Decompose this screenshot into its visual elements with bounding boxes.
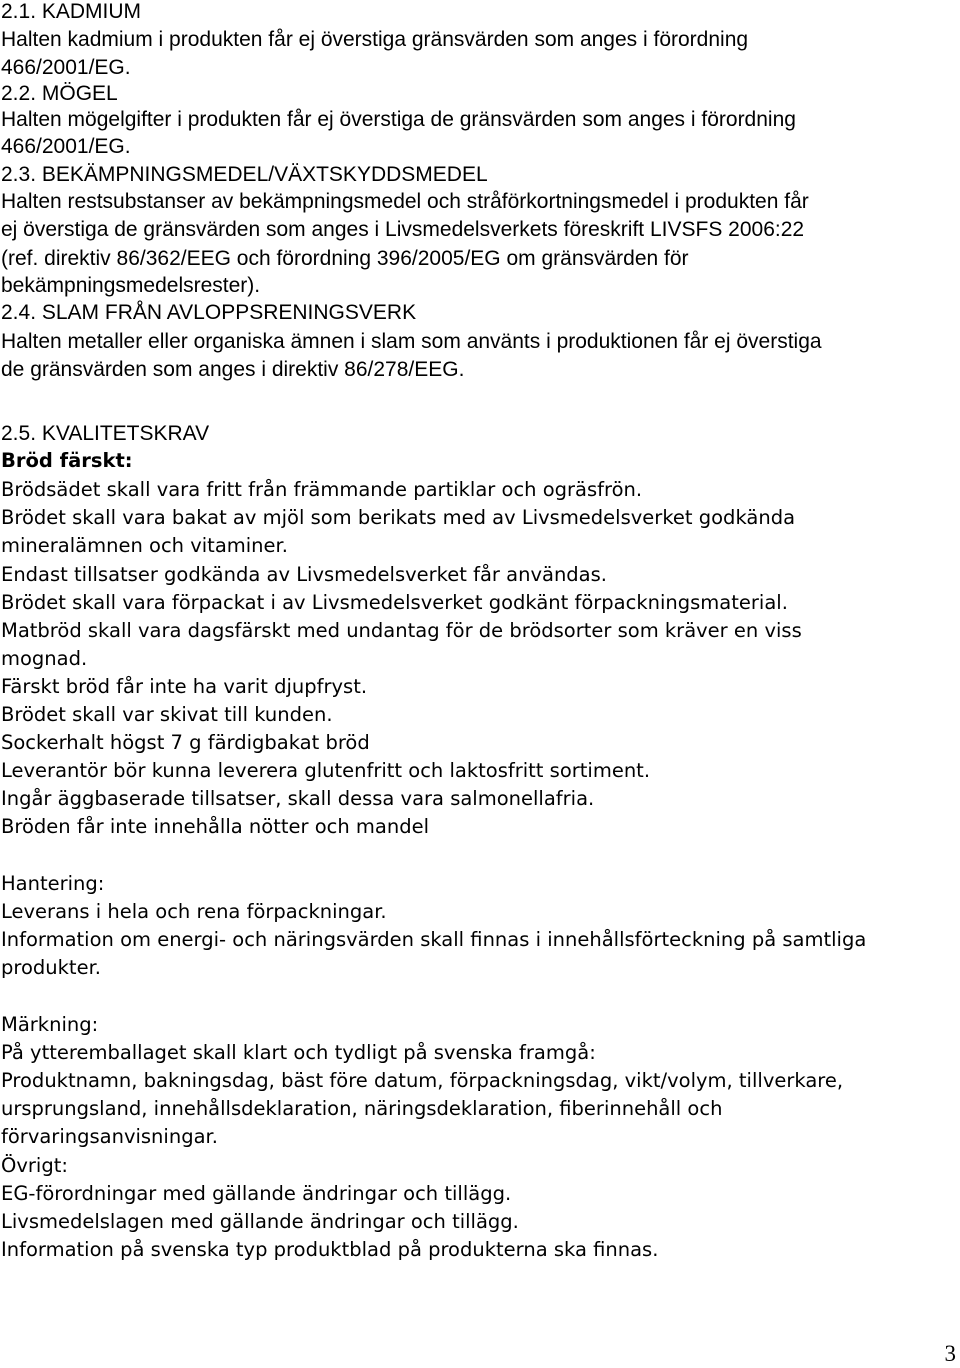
quality-text-line: Brödet skall vara förpackat i av Livsmedelsverket godkänt förpackningsmaterial. [1,591,788,614]
pesticides-text-line: bekämpningsmedelsrester). [1,274,261,297]
pesticides-text-line: (ref. direktiv 86/362/EEG och förordning 396/2005/EG om gränsvärden för [1,247,689,270]
quality-text-line: Brödet skall var skivat till kunden. [1,703,333,726]
pesticides-text-line: ej överstiga de gränsvärden som anges i Livsmedelsverkets föreskrift LIVSFS 2006:22 [1,218,805,241]
quality-text-line: Bröden får inte innehålla nötter och mandel [1,815,430,838]
labeling-text-line: Produktnamn, bakningsdag, bäst före datum, förpackningsdag, vikt/volym, tillverkare, [1,1069,844,1092]
quality-text-line: Ingår äggbaserade tillsatser, skall dessa vara salmonellafria. [1,787,595,810]
section-heading-quality: 2.5. KVALITETSKRAV [1,422,210,445]
section-heading-cadmium: 2.1. KADMIUM [1,0,142,23]
quality-text-line: Matbröd skall vara dagsfärskt med undantag för de brödsorter som kräver en viss [1,619,802,642]
quality-text-line: Leverantör bör kunna leverera glutenfritt och laktosfritt sortiment. [1,759,651,782]
labeling-label: Märkning: [1,1013,99,1036]
sludge-text-line: Halten metaller eller organiska ämnen i slam som använts i produktionen får ej överstiga [1,330,822,353]
labeling-text-line: ursprungsland, innehållsdeklaration, näringsdeklaration, fiberinnehåll och [1,1097,723,1120]
other-label: Övrigt: [1,1154,68,1177]
other-text-line: Information på svenska typ produktblad på produkterna ska finnas. [1,1238,659,1261]
section-heading-mold: 2.2. MÖGEL [1,82,118,105]
quality-text-line: Endast tillsatser godkända av Livsmedelsverket får användas. [1,563,607,586]
pesticides-text-line: Halten restsubstanser av bekämpningsmedel och stråförkortningsmedel i produkten får [1,190,809,213]
mold-text-line: Halten mögelgifter i produkten får ej överstiga de gränsvärden som anges i förordning [1,108,796,131]
cadmium-text-line: 466/2001/EG. [1,56,131,79]
section-heading-sludge: 2.4. SLAM FRÅN AVLOPPSRENINGSVERK [1,301,417,324]
labeling-text-line: förvaringsanvisningar. [1,1125,218,1148]
other-text-line: EG-förordningar med gällande ändringar och tillägg. [1,1182,512,1205]
quality-text-line: mineralämnen och vitaminer. [1,534,288,557]
quality-text-line: Färskt bröd får inte ha varit djupfryst. [1,675,368,698]
handling-text-line: Leverans i hela och rena förpackningar. [1,900,387,923]
quality-subheading: Bröd färskt: [1,449,133,472]
quality-text-line: Sockerhalt högst 7 g färdigbakat bröd [1,731,370,754]
section-heading-pesticides: 2.3. BEKÄMPNINGSMEDEL/VÄXTSKYDDSMEDEL [1,163,488,186]
quality-text-line: mognad. [1,647,88,670]
quality-text-line: Brödet skall vara bakat av mjöl som berikats med av Livsmedelsverket godkända [1,506,796,529]
handling-label: Hantering: [1,872,105,895]
handling-text-line: produkter. [1,956,101,979]
handling-text-line: Information om energi- och näringsvärden skall finnas i innehållsförteckning på samtliga [1,928,867,951]
mold-text-line: 466/2001/EG. [1,135,131,158]
labeling-text-line: På ytteremballaget skall klart och tydligt på svenska framgå: [1,1041,596,1064]
sludge-text-line: de gränsvärden som anges i direktiv 86/278/EEG. [1,358,465,381]
page-number: 3 [944,1341,956,1366]
other-text-line: Livsmedelslagen med gällande ändringar och tillägg. [1,1210,519,1233]
quality-text-line: Brödsädet skall vara fritt från främmande partiklar och ogräsfrön. [1,478,643,501]
cadmium-text-line: Halten kadmium i produkten får ej överstiga gränsvärden som anges i förordning [1,28,749,51]
